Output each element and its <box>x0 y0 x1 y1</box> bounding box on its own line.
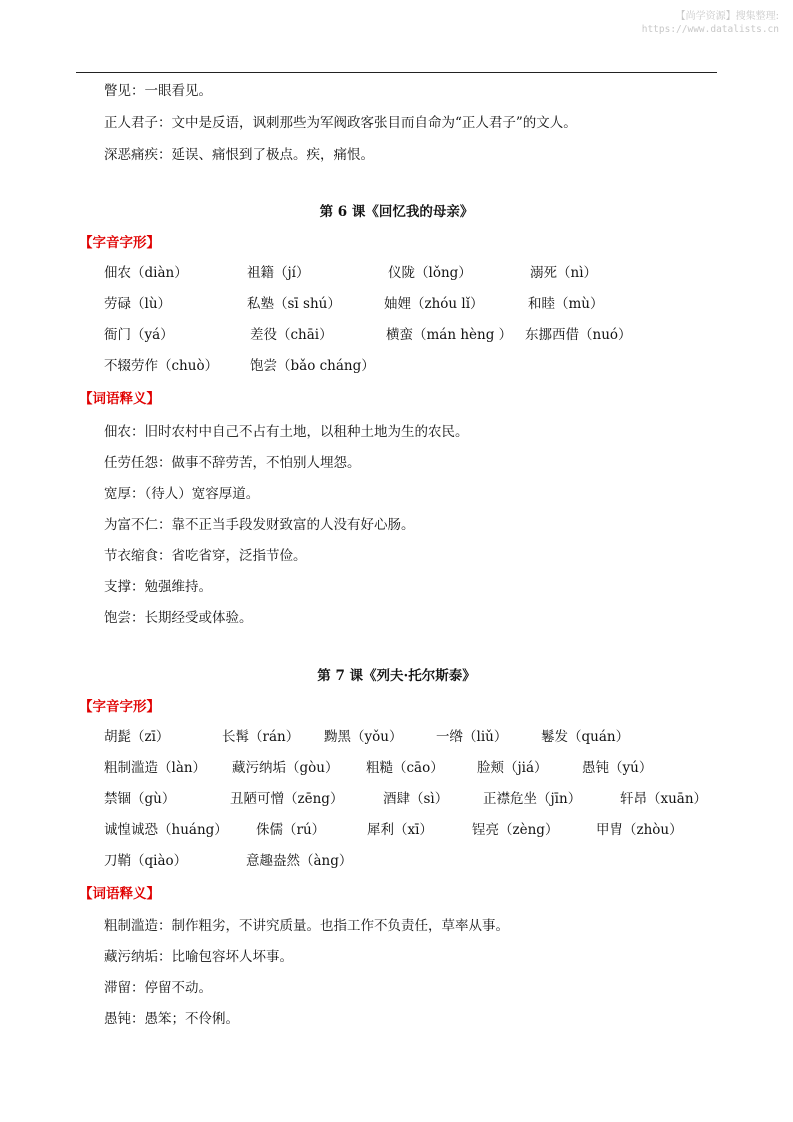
pronunciation-item: 长髯（rán） <box>222 729 300 745</box>
pronunciation-item: 劳碌（lù） <box>104 296 172 312</box>
pronunciation-item: 意趣盎然（àng） <box>246 853 353 869</box>
pronunciation-item: 诚惶诚恐（huáng） <box>104 822 228 838</box>
lesson-7-definitions-heading: 【词语释义】 <box>79 886 160 902</box>
pronunciation-item: 酒肆（sì） <box>383 791 449 807</box>
lesson-7-pronunciation-heading: 【字音字形】 <box>79 699 160 715</box>
pronunciation-item: 甲胄（zhòu） <box>596 822 683 838</box>
definition-line: 深恶痛疾：延误、痛恨到了极点。疾，痛恨。 <box>104 147 374 163</box>
pronunciation-item: 东挪西借（nuó） <box>525 327 632 343</box>
lesson-6-pronunciation-heading: 【字音字形】 <box>79 235 160 251</box>
pronunciation-item: 佃农（diàn） <box>104 265 188 281</box>
pronunciation-item: 粗糙（cāo） <box>366 760 444 776</box>
pronunciation-item: 脸颊（jiá） <box>477 760 548 776</box>
pronunciation-item: 一绺（liǔ） <box>436 729 508 745</box>
definition-line: 任劳任怨：做事不辞劳苦，不怕别人埋怨。 <box>104 455 361 471</box>
pronunciation-item: 衙门（yá） <box>104 327 174 343</box>
pronunciation-item: 锃亮（zèng） <box>472 822 559 838</box>
pronunciation-item: 刀鞘（qiào） <box>104 853 188 869</box>
definition-line: 滞留：停留不动。 <box>104 980 212 996</box>
header-rule <box>76 72 717 73</box>
definition-line: 粗制滥造：制作粗劣，不讲究质量。也指工作不负责任，草率从事。 <box>104 918 509 934</box>
definition-line: 宽厚：（待人）宽容厚道。 <box>104 486 260 502</box>
pronunciation-item: 正襟危坐（jīn） <box>483 791 582 807</box>
watermark-source: 【尚学资源】搜集整理: <box>675 11 779 22</box>
definition-line: 饱尝：长期经受或体验。 <box>104 610 253 626</box>
pronunciation-item: 犀利（xī） <box>367 822 433 838</box>
definition-line: 佃农：旧时农村中自己不占有土地，以租种土地为生的农民。 <box>104 424 469 440</box>
lesson-6-title: 第 6 课《回忆我的母亲》 <box>319 204 474 220</box>
pronunciation-item: 饱尝（bǎo cháng） <box>250 358 375 374</box>
definition-line: 为富不仁：靠不正当手段发财致富的人没有好心肠。 <box>104 517 415 533</box>
pronunciation-item: 胡髭（zī） <box>104 729 170 745</box>
definition-line: 藏污纳垢：比喻包容坏人坏事。 <box>104 949 293 965</box>
pronunciation-item: 和睦（mù） <box>528 296 604 312</box>
definition-line: 愚钝：愚笨；不伶俐。 <box>104 1011 239 1027</box>
pronunciation-item: 不辍劳作（chuò） <box>104 358 219 374</box>
pronunciation-item: 横蛮（mán hèng ） <box>386 327 513 343</box>
pronunciation-item: 差役（chāi） <box>250 327 333 343</box>
lesson-7-title: 第 7 课《列夫·托尔斯泰》 <box>317 668 476 684</box>
definition-line: 支撑：勉强维持。 <box>104 579 212 595</box>
watermark <box>642 10 779 36</box>
pronunciation-item: 祖籍（jí） <box>247 265 310 281</box>
pronunciation-item: 溺死（nì） <box>530 265 598 281</box>
pronunciation-item: 仪陇（lǒng） <box>388 265 472 281</box>
pronunciation-item: 鬈发（quán） <box>541 729 630 745</box>
pronunciation-item: 藏污纳垢（gòu） <box>232 760 339 776</box>
pronunciation-item: 黝黑（yǒu） <box>324 729 403 745</box>
pronunciation-item: 禁锢（gù） <box>104 791 176 807</box>
pronunciation-item: 妯娌（zhóu lǐ） <box>384 296 484 312</box>
pronunciation-item: 私塾（sī shú） <box>247 296 341 312</box>
watermark-url: https://www.datalists.cn <box>641 24 779 35</box>
definition-line: 瞥见：一眼看见。 <box>104 83 212 99</box>
lesson-6-definitions-heading: 【词语释义】 <box>79 391 160 407</box>
definition-line: 节衣缩食：省吃省穿，泛指节俭。 <box>104 548 307 564</box>
definition-line: 正人君子：文中是反语，讽刺那些为军阀政客张目而自命为“正人君子”的文人。 <box>104 115 577 131</box>
pronunciation-item: 粗制滥造（làn） <box>104 760 207 776</box>
pronunciation-item: 愚钝（yú） <box>582 760 653 776</box>
pronunciation-item: 轩昂（xuān） <box>620 791 708 807</box>
pronunciation-item: 丑陋可憎（zēng） <box>230 791 344 807</box>
pronunciation-item: 侏儒（rú） <box>256 822 326 838</box>
